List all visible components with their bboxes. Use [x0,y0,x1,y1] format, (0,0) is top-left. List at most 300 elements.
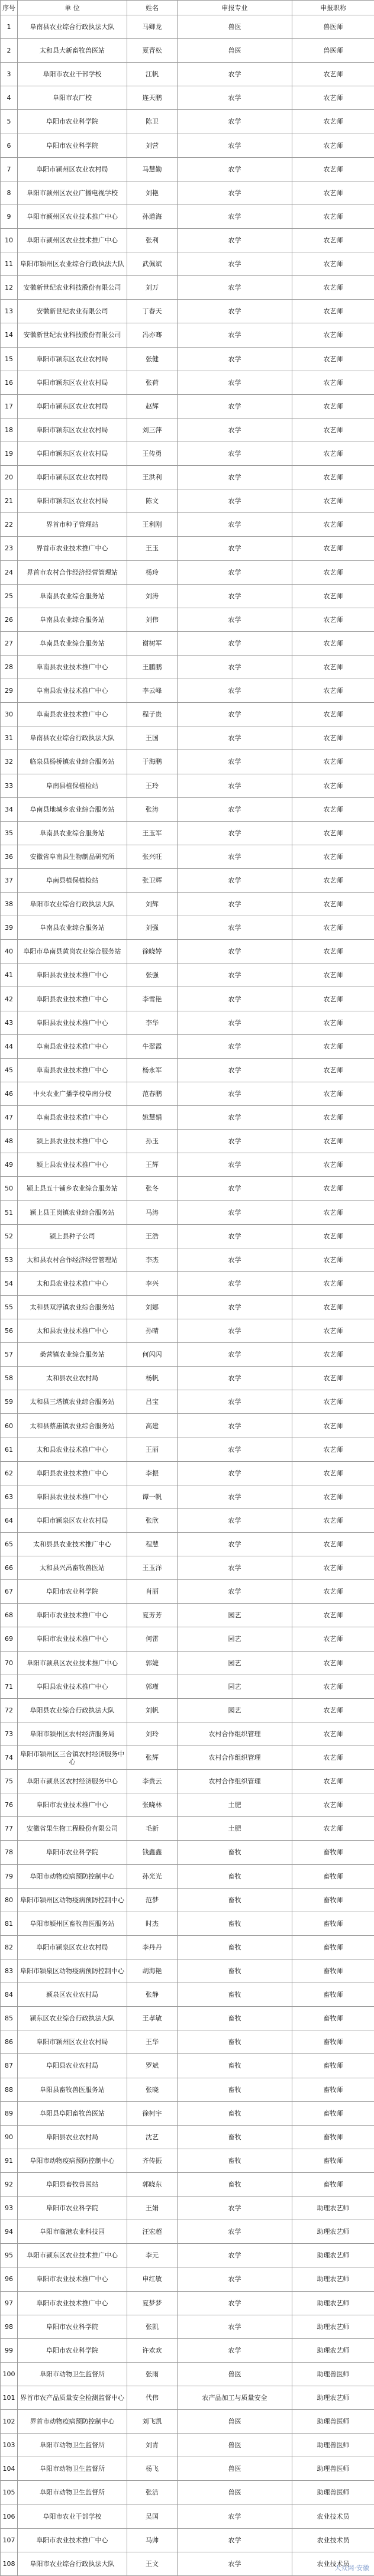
cell-title: 农艺师 [292,1177,374,1201]
cell-no: 62 [1,1461,18,1485]
cell-major: 农学 [178,1508,292,1532]
table-row [1,2315,374,2338]
cell-no: 7 [1,157,18,181]
table-row [1,2528,374,2552]
cell-name: 李云峰 [127,679,178,703]
table-row [1,394,374,418]
cell-unit: 阜阳县农业技术推广中心 [18,1011,127,1034]
cell-unit: 太和县兴禹畜牧兽医站 [18,1556,127,1580]
cell-title: 畜牧师 [292,2007,374,2030]
cell-name: 徐晓婷 [127,940,178,963]
cell-title: 农艺师 [292,821,374,845]
cell-name: 王玉洋 [127,1556,178,1580]
table-row [1,608,374,631]
table-row [1,1367,374,1390]
cell-no: 11 [1,252,18,276]
cell-title: 农艺师 [292,774,374,797]
table-row [1,560,374,584]
cell-title: 农艺师 [292,1604,374,1627]
table-body [1,15,374,2576]
cell-name: 夏梦梦 [127,2291,178,2315]
table-row [1,584,374,608]
cell-name: 孙光光 [127,1864,178,1888]
cell-major: 农学 [178,797,292,821]
cell-name: 吴国 [127,2504,178,2528]
cell-name: 姚慧娟 [127,1106,178,1130]
table-row [1,1177,374,1201]
cell-name: 罗斌 [127,2054,178,2078]
cell-unit: 太和县农业农村局 [18,1367,127,1390]
table-row [1,1746,374,1769]
cell-no: 13 [1,300,18,323]
cell-no: 57 [1,1343,18,1367]
cell-name: 王鹏鹏 [127,655,178,679]
table-row [1,1556,374,1580]
cell-no: 94 [1,2220,18,2244]
cell-name: 张涛 [127,797,178,821]
cell-title: 农艺师 [292,134,374,157]
cell-name: 杨玲 [127,560,178,584]
table-row [1,679,374,703]
cell-title: 助理农艺师 [292,2197,374,2220]
cell-major: 兽医 [178,39,292,63]
cell-title: 农艺师 [292,466,374,489]
cell-no: 8 [1,181,18,205]
cell-unit: 阜阳市颍东区农业农村局 [18,489,127,513]
header-name: 姓名 [127,1,178,15]
cell-unit: 颍上县五十铺乡农业综合服务站 [18,1177,127,1201]
cell-no: 30 [1,703,18,726]
cell-unit: 颍上县农业技术推广中心 [18,1130,127,1153]
cell-major: 农学 [178,1271,292,1295]
cell-title: 农艺师 [292,1746,374,1769]
cell-name: 张欣 [127,1508,178,1532]
table-row [1,821,374,845]
table-row [1,300,374,323]
table-row [1,1912,374,1935]
cell-name: 代伟 [127,2386,178,2409]
cell-no: 96 [1,2267,18,2291]
table-row [1,2197,374,2220]
cell-major: 土肥 [178,1793,292,1817]
cell-unit: 阜阳市动物卫生监督所 [18,2457,127,2481]
table-row [1,1461,374,1485]
cell-title: 助理兽医师 [292,2457,374,2481]
cell-major: 农学 [178,513,292,537]
cell-unit: 桑营镇农业综合服务站 [18,1343,127,1367]
cell-no: 27 [1,631,18,655]
table-row [1,418,374,442]
cell-title: 农艺师 [292,679,374,703]
cell-title: 助理农艺师 [292,2220,374,2244]
cell-unit: 阜南县农业综合行政执法大队 [18,15,127,39]
cell-title: 农艺师 [292,1698,374,1722]
table-row [1,1485,374,1508]
cell-no: 75 [1,1770,18,1793]
cell-name: 马帅 [127,2528,178,2552]
cell-name: 齐传振 [127,2149,178,2172]
cell-name: 赵辉 [127,394,178,418]
table-row [1,1651,374,1675]
cell-major: 农学 [178,300,292,323]
cell-major: 农学 [178,560,292,584]
cell-no: 87 [1,2054,18,2078]
cell-title: 农艺师 [292,1461,374,1485]
header-unit: 单 位 [18,1,127,15]
cell-name: 王丽 [127,1438,178,1461]
cell-unit: 阜阳市动物卫生监督所 [18,2362,127,2386]
cell-title: 农艺师 [292,1793,374,1817]
cell-major: 农学 [178,1130,292,1153]
cell-no: 51 [1,1201,18,1224]
cell-no: 50 [1,1177,18,1201]
cell-no: 46 [1,1082,18,1105]
cell-name: 孙道海 [127,205,178,228]
table-row [1,1580,374,1604]
table-row [1,1153,374,1177]
cell-no: 15 [1,347,18,371]
cell-unit: 阜阳市颍州区农村经济服务局 [18,1722,127,1746]
cell-major: 农学 [178,845,292,868]
cell-major: 农学 [178,1034,292,1058]
cell-no: 81 [1,1912,18,1935]
cell-unit: 阜阳市颍泉区动物疫病预防控制中心 [18,1959,127,1983]
cell-title: 农艺师 [292,1533,374,1556]
cell-title: 农艺师 [292,1201,374,1224]
cell-no: 39 [1,916,18,940]
cell-name: 李华 [127,1011,178,1034]
cell-unit: 阜阳市颍州区农业综合行政执法大队 [18,252,127,276]
table-row [1,1604,374,1627]
cell-major: 畜牧 [178,2030,292,2054]
cell-title: 助理农艺师 [292,2338,374,2362]
cell-no: 58 [1,1367,18,1390]
cell-title: 助理农艺师 [292,2386,374,2409]
cell-name: 吕宝 [127,1390,178,1414]
cell-unit: 阜阳市动物卫生监督所 [18,2481,127,2504]
cell-major: 农学 [178,442,292,465]
cell-major: 兽医 [178,15,292,39]
cell-no: 21 [1,489,18,513]
cell-major: 兽医 [178,2457,292,2481]
table-row [1,2007,374,2030]
cell-title: 农艺师 [292,1343,374,1367]
cell-major: 农学 [178,394,292,418]
cell-major: 农学 [178,1343,292,1367]
cell-name: 刘伟 [127,608,178,631]
cell-major: 农学 [178,2315,292,2338]
cell-title: 农艺师 [292,940,374,963]
cell-major: 土肥 [178,1817,292,1841]
cell-name: 胡海艳 [127,1959,178,1983]
cell-major: 农学 [178,679,292,703]
cell-major: 农学 [178,1367,292,1390]
cell-unit: 阜阳市农业科学院 [18,2338,127,2362]
cell-name: 范春鹏 [127,1082,178,1105]
cell-no: 89 [1,2101,18,2125]
cell-no: 74 [1,1746,18,1769]
cell-name: 张静 [127,1983,178,2007]
cell-no: 3 [1,63,18,86]
cell-major: 农学 [178,1082,292,1105]
cell-major: 农学 [178,963,292,987]
cell-unit: 太和县县农业技术推广中心 [18,1533,127,1556]
cell-major: 农学 [178,703,292,726]
table-row [1,1841,374,1864]
cell-no: 31 [1,726,18,750]
cell-unit: 颍上县王岗镇农业综合服务站 [18,1201,127,1224]
cell-title: 畜牧师 [292,2125,374,2149]
cell-major: 农学 [178,1485,292,1508]
table-row [1,1011,374,1034]
cell-major: 畜牧 [178,1864,292,1888]
cell-name: 王娟 [127,2197,178,2220]
cell-major: 农学 [178,893,292,916]
cell-title: 农艺师 [292,703,374,726]
cell-major: 兽医 [178,2481,292,2504]
cell-no: 54 [1,1271,18,1295]
cell-title: 农艺师 [292,631,374,655]
cell-title: 农艺师 [292,63,374,86]
table-row [1,1888,374,1912]
cell-title: 农艺师 [292,394,374,418]
cell-name: 王国 [127,726,178,750]
cell-title: 农艺师 [292,1485,374,1508]
cell-major: 农学 [178,157,292,181]
cell-unit: 阜阳县农业农村局 [18,2125,127,2149]
cell-major: 园艺 [178,1675,292,1698]
cell-title: 畜牧师 [292,1983,374,2007]
table-row [1,1935,374,1959]
cell-unit: 阜阳县农业农村局 [18,2054,127,2078]
cell-major: 农学 [178,916,292,940]
cell-no: 107 [1,2528,18,2552]
table-row [1,513,374,537]
cell-unit: 阜南县农业技术推广中心 [18,1106,127,1130]
cell-title: 农艺师 [292,963,374,987]
cell-major: 农学 [178,1011,292,1034]
cell-name: 张冬 [127,1177,178,1201]
cell-title: 农艺师 [292,442,374,465]
cell-no: 34 [1,797,18,821]
cell-no: 76 [1,1793,18,1817]
cell-name: 张晓林 [127,1793,178,1817]
cell-no: 32 [1,750,18,774]
cell-no: 41 [1,963,18,987]
cell-no: 10 [1,228,18,252]
cell-title: 农业技术员 [292,2504,374,2528]
cell-no: 52 [1,1224,18,1248]
cell-unit: 阜阳市颍泉区农业农村局 [18,1508,127,1532]
cell-title: 畜牧师 [292,2030,374,2054]
cell-unit: 阜阳市农业科学院 [18,2315,127,2338]
table-row [1,2030,374,2054]
table-row [1,1414,374,1438]
cell-title: 农艺师 [292,276,374,300]
cell-no: 29 [1,679,18,703]
cell-title: 农艺师 [292,845,374,868]
cell-no: 72 [1,1698,18,1722]
cell-name: 杨飞 [127,2457,178,2481]
cell-no: 85 [1,2007,18,2030]
cell-major: 农学 [178,110,292,134]
cell-unit: 阜阳市动物疫病预防控制中心 [18,2149,127,2172]
cell-unit: 阜阳市颍东区农业农村局 [18,347,127,371]
table-row [1,2244,374,2267]
cell-unit: 阜阳市颍州区三合镇农村经济服务中心 [18,1746,127,1769]
cell-no: 78 [1,1841,18,1864]
cell-name: 李振 [127,1461,178,1485]
cell-major: 农学 [178,2244,292,2267]
cell-unit: 安徽新世纪农业有限公司 [18,300,127,323]
cell-name: 钱鑫鑫 [127,1841,178,1864]
table-row [1,2125,374,2149]
cell-title: 畜牧师 [292,2054,374,2078]
cell-name: 张荷 [127,371,178,394]
cell-name: 刘飞凯 [127,2410,178,2434]
cell-title: 农艺师 [292,537,374,560]
cell-no: 105 [1,2481,18,2504]
cell-unit: 阜阳县农业技术推广中心 [18,1485,127,1508]
cell-name: 刘涛 [127,584,178,608]
cell-title: 农艺师 [292,1580,374,1604]
cell-title: 农艺师 [292,489,374,513]
cell-name: 马卿龙 [127,15,178,39]
cell-title: 农艺师 [292,1319,374,1343]
cell-major: 农学 [178,655,292,679]
cell-no: 102 [1,2410,18,2434]
cell-title: 畜牧师 [292,1864,374,1888]
cell-title: 农艺师 [292,513,374,537]
table-row [1,1390,374,1414]
cell-unit: 阜阳市农业技术推广中心 [18,2291,127,2315]
cell-major: 农学 [178,2267,292,2291]
cell-title: 助理农艺师 [292,2315,374,2338]
cell-title: 农艺师 [292,1295,374,1319]
cell-title: 畜牧师 [292,2149,374,2172]
cell-no: 1 [1,15,18,39]
table-row [1,940,374,963]
table-row [1,1533,374,1556]
table-row [1,1319,374,1343]
table-row [1,655,374,679]
cell-no: 6 [1,134,18,157]
cell-unit: 阜南县农业技术推广中心 [18,655,127,679]
cell-unit: 太和县农业技术推广中心 [18,1319,127,1343]
table-row [1,63,374,86]
cell-title: 农艺师 [292,1130,374,1153]
cell-major: 农学 [178,1177,292,1201]
cell-unit: 阜阳市颍州区农业农村局 [18,2030,127,2054]
cell-name: 夏芳芳 [127,1604,178,1627]
table-row [1,1130,374,1153]
table-row [1,2362,374,2386]
cell-name: 程子贵 [127,703,178,726]
cell-name: 孙晴 [127,1319,178,1343]
cell-unit: 阜阳市农业技术推广中心 [18,1604,127,1627]
cell-no: 68 [1,1604,18,1627]
cell-name: 谢树军 [127,631,178,655]
cell-name: 丁春天 [127,300,178,323]
cell-unit: 阜阳市颍东区农业农村局 [18,466,127,489]
table-row [1,15,374,39]
cell-title: 农艺师 [292,1058,374,1082]
cell-no: 84 [1,1983,18,2007]
cell-unit: 阜阳市动物卫生监督所 [18,2434,127,2457]
table-row [1,1817,374,1841]
cell-no: 79 [1,1864,18,1888]
cell-name: 徐柯宇 [127,2101,178,2125]
cell-no: 108 [1,2552,18,2575]
cell-no: 82 [1,1935,18,1959]
cell-title: 畜牧师 [292,2078,374,2101]
cell-name: 陈卫 [127,110,178,134]
cell-no: 88 [1,2078,18,2101]
cell-name: 李兴 [127,1271,178,1295]
table-row [1,252,374,276]
table-header-row [1,1,374,15]
cell-unit: 阜南县农业综合服务站 [18,584,127,608]
cell-title: 助理兽医师 [292,2481,374,2504]
table-row [1,726,374,750]
table-row [1,1082,374,1105]
cell-name: 王玉 [127,537,178,560]
cell-title: 兽医师 [292,15,374,39]
cell-major: 农学 [178,1201,292,1224]
table-row [1,631,374,655]
cell-no: 98 [1,2315,18,2338]
header-title: 申报职称 [292,1,374,15]
cell-title: 农艺师 [292,157,374,181]
cell-no: 69 [1,1627,18,1651]
cell-title: 农艺师 [292,1153,374,1177]
cell-name: 刘青 [127,2434,178,2457]
cell-unit: 阜南县农业技术推广中心 [18,1034,127,1058]
cell-unit: 阜阳县阜阳畜牧兽医站 [18,2101,127,2125]
cell-no: 43 [1,1011,18,1034]
cell-unit: 阜南县农业综合服务站 [18,821,127,845]
cell-no: 24 [1,560,18,584]
cell-unit: 颍东区农业综合行政执法大队 [18,2007,127,2030]
table-row [1,987,374,1011]
table-row [1,1722,374,1746]
cell-major: 畜牧 [178,2054,292,2078]
cell-unit: 阜南县植保植检站 [18,868,127,892]
cell-title: 畜牧师 [292,1888,374,1912]
cell-name: 许欢欢 [127,2338,178,2362]
cell-title: 农艺师 [292,1011,374,1034]
cell-title: 农艺师 [292,371,374,394]
cell-unit: 阜阳市农业科学院 [18,2197,127,2220]
cell-title: 农艺师 [292,1556,374,1580]
cell-no: 56 [1,1319,18,1343]
cell-title: 农艺师 [292,750,374,774]
cell-unit: 阜阳市农业干部学校 [18,63,127,86]
cell-unit: 阜阳市农业科学院 [18,110,127,134]
cell-name: 刘三萍 [127,418,178,442]
cell-major: 畜牧 [178,1841,292,1864]
cell-major: 畜牧 [178,1959,292,1983]
cell-major: 农村合作组织管理 [178,1746,292,1769]
cell-major: 农学 [178,1438,292,1461]
cell-name: 何雷 [127,1627,178,1651]
cell-title: 兽医师 [292,39,374,63]
table-row [1,347,374,371]
cell-name: 张洁 [127,2481,178,2504]
cell-name: 刘玲 [127,1722,178,1746]
cell-major: 农学 [178,631,292,655]
cell-title: 农艺师 [292,1627,374,1651]
